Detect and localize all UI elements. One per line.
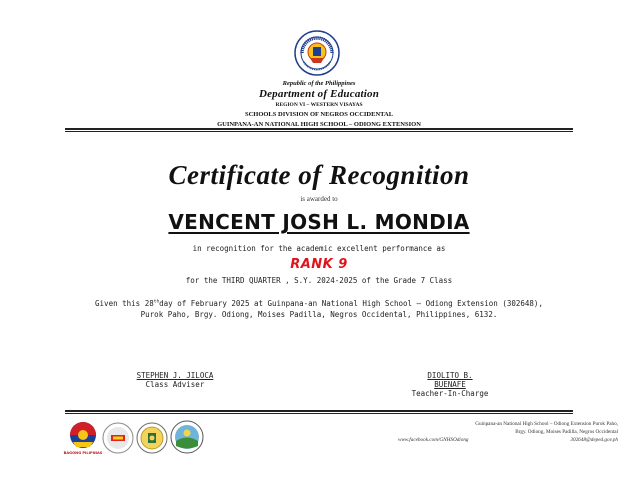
footer-email-link[interactable]: 302648@deped.gov.ph <box>570 437 618 443</box>
department-label: Department of Education <box>258 88 380 100</box>
region-label: REGION VI – WESTERN VISAYAS <box>275 102 363 108</box>
signatory-right-role: Teacher-In-Charge <box>411 389 489 398</box>
republic-label: Republic of the Philippines <box>282 80 356 87</box>
signatory-left-name: STEPHEN J. JILOCA <box>136 371 214 380</box>
given-line-2: Purok Paho, Brgy. Odiong, Moises Padilla, Negros Occidental, Philippines, 6132. <box>140 310 498 319</box>
school-seal-icon <box>170 420 204 454</box>
rank-label: RANK 9 <box>290 257 348 272</box>
header-divider <box>65 128 573 130</box>
footer-address-2: Brgy. Odiong, Moises Padilla, Negros Occidental <box>515 429 618 435</box>
deped-matatag-logo-icon <box>102 422 134 454</box>
school-label: GUINPANA-AN NATIONAL HIGH SCHOOL – ODIONG EXTENSION <box>217 121 421 128</box>
signatory-right-name-line2: BUENAFE <box>434 380 466 389</box>
footer-facebook-link[interactable]: www.facebook.com/GNHSOdiong <box>398 437 469 443</box>
given-line <box>0 299 638 308</box>
recognition-line: in recognition for the academic excellent performance as <box>192 244 446 253</box>
awarded-to-label: is awarded to <box>300 195 338 203</box>
division-seal-icon <box>136 422 168 454</box>
footer-contact <box>398 437 618 443</box>
division-label: SCHOOLS DIVISION OF NEGROS OCCIDENTAL <box>244 111 394 118</box>
quarter-line: for the THIRD QUARTER , S.Y. 2024-2025 of the Grade 7 Class <box>185 276 453 285</box>
signatory-right-name-line1: DIOLITO B. <box>427 371 473 380</box>
bagong-pilipinas-logo-icon <box>63 420 103 456</box>
signatory-left <box>100 371 250 389</box>
given-prefix: Given this 28 <box>95 299 154 308</box>
footer-divider-thin <box>65 413 573 414</box>
header-divider-thin <box>65 131 573 132</box>
given-rest: day of February 2025 at Guinpana-an National High School – Odiong Extension (302648), <box>159 299 543 308</box>
signatory-left-role: Class Adviser <box>145 380 205 389</box>
footer-divider <box>65 410 573 412</box>
given-sup: th <box>153 299 160 305</box>
bagong-pilipinas-caption: BAGONG PILIPINAS <box>63 451 103 455</box>
deped-seal-icon <box>294 30 340 76</box>
recipient-name: VENCENT JOSH L. MONDIA <box>168 210 470 234</box>
footer-address-1: Guinpana-an National High School – Odiong Extension Purok Paho, <box>475 421 618 427</box>
certificate-title: Certificate of Recognition <box>168 160 470 190</box>
signatory-right <box>380 371 520 398</box>
